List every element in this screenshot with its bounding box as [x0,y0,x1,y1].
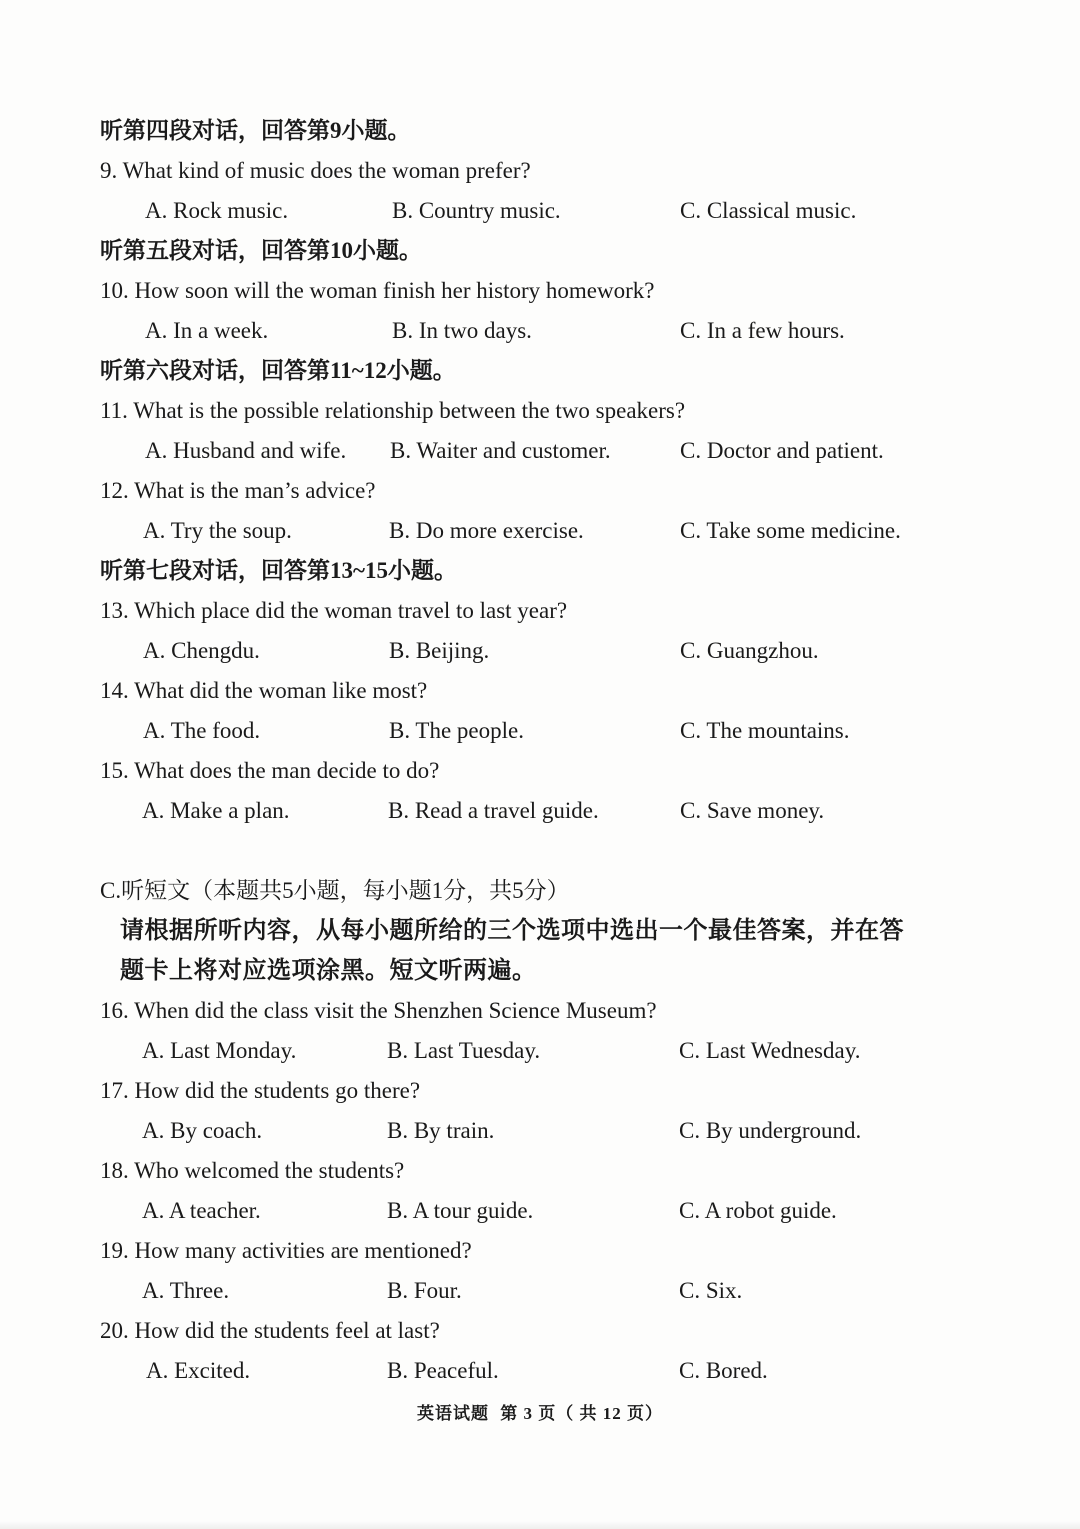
option-b: B. Do more exercise. [389,518,584,543]
option-c: C. Take some medicine. [680,518,901,543]
question-9: 9. What kind of music does the woman prefer? [100,158,531,183]
scan-edge-shadow [0,1521,1080,1529]
option-c: C. Bored. [679,1358,768,1383]
question-14: 14. What did the woman like most? [100,678,428,703]
question-13: 13. Which place did the woman travel to last year? [100,598,568,623]
part-c-instruction-line1: 请根据所听内容，从每小题所给的三个选项中选出一个最佳答案，并在答 [120,918,904,944]
question-10: 10. How soon will the woman finish her history homework? [100,278,655,303]
option-c: C. Guangzhou. [680,638,819,663]
option-a: A. Husband and wife. [145,438,347,463]
option-c: C. Six. [679,1278,743,1303]
option-c: C. Doctor and patient. [680,438,884,463]
option-a: A. Make a plan. [142,798,290,823]
section-heading-5: 听第五段对话，回答第10小题。 [100,238,422,263]
options-17 [0,1116,1080,1146]
option-c: C. In a few hours. [680,318,845,343]
option-a: A. Three. [142,1278,230,1303]
option-b: B. In two days. [392,318,532,343]
option-c: C. A robot guide. [679,1198,837,1223]
option-c: C. By underground. [679,1118,862,1143]
question-11: 11. What is the possible relationship between the two speakers? [100,398,686,423]
option-b: B. Last Tuesday. [387,1038,541,1063]
option-b: B. Beijing. [389,638,490,663]
option-c: C. The mountains. [680,718,850,743]
footer-page-number: 第 3 页（ 共 12 页） [500,1404,663,1423]
section-heading-7: 听第七段对话，回答第13~15小题。 [100,558,457,583]
options-14 [0,716,1080,746]
question-16: 16. When did the class visit the Shenzhen Science Museum? [100,998,657,1023]
options-11 [0,436,1080,466]
option-a: A. A teacher. [142,1198,261,1223]
page-footer [0,1402,1080,1426]
option-c: C. Last Wednesday. [679,1038,861,1063]
options-9 [0,196,1080,226]
option-c: C. Classical music. [680,198,857,223]
part-c-instruction-line2: 题卡上将对应选项涂黑。短文听两遍。 [120,958,537,984]
options-19 [0,1276,1080,1306]
option-c: C. Save money. [680,798,825,823]
option-b: B. Country music. [392,198,561,223]
question-19: 19. How many activities are mentioned? [100,1238,472,1263]
option-b: B. The people. [389,718,524,743]
part-c-title: C.听短文（本题共5小题，每小题1分，共5分） [100,878,570,903]
options-13 [0,636,1080,666]
option-a: A. Rock music. [145,198,289,223]
option-b: B. Waiter and customer. [390,438,611,463]
options-18 [0,1196,1080,1226]
section-heading-6: 听第六段对话，回答第11~12小题。 [100,358,456,383]
options-16 [0,1036,1080,1066]
question-15: 15. What does the man decide to do? [100,758,440,783]
option-b: B. By train. [387,1118,495,1143]
options-12 [0,516,1080,546]
option-a: A. Try the soup. [143,518,292,543]
option-a: A. Last Monday. [142,1038,297,1063]
option-a: A. The food. [143,718,261,743]
question-20: 20. How did the students feel at last? [100,1318,440,1343]
option-b: B. Peaceful. [387,1358,499,1383]
section-heading-4: 听第四段对话，回答第9小题。 [100,118,411,143]
option-b: B. Read a travel guide. [388,798,599,823]
question-17: 17. How did the students go there? [100,1078,421,1103]
options-20 [0,1356,1080,1386]
option-a: A. By coach. [142,1118,263,1143]
question-12: 12. What is the man’s advice? [100,478,376,503]
option-a: A. In a week. [145,318,269,343]
options-10 [0,316,1080,346]
question-18: 18. Who welcomed the students? [100,1158,405,1183]
option-b: B. Four. [387,1278,462,1303]
footer-subject: 英语试题 [417,1404,489,1423]
options-15 [0,796,1080,826]
option-a: A. Chengdu. [143,638,260,663]
option-b: B. A tour guide. [387,1198,534,1223]
option-a: A. Excited. [146,1358,251,1383]
